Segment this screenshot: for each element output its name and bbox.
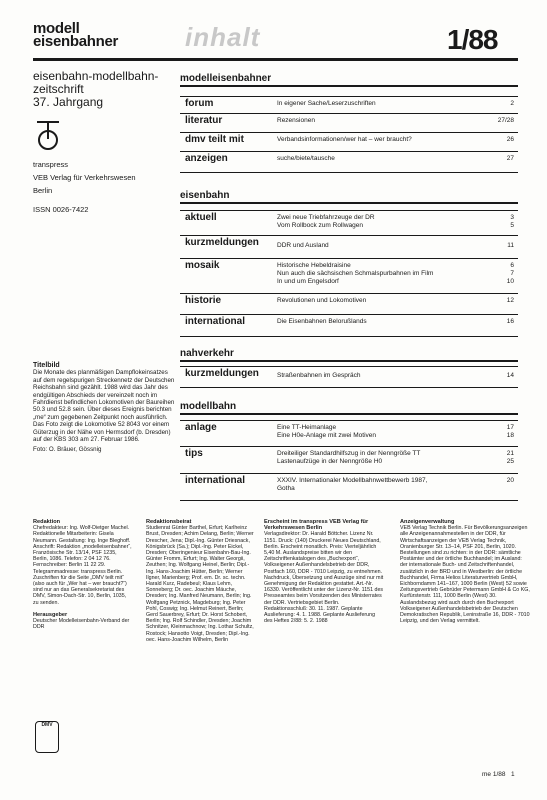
toc-label: forum (185, 98, 214, 109)
toc-page-num: 17 (506, 424, 514, 431)
toc-page-num: 3 (510, 214, 514, 221)
imprint-beirat (146, 519, 254, 643)
toc-row-international[interactable] (180, 314, 518, 337)
header-rule (33, 58, 518, 61)
toc-page: 16 (506, 318, 514, 325)
toc-page: 11 (507, 242, 514, 249)
imprint-heading: Anzeigenverwaltung (400, 519, 455, 525)
toc-label: anlage (185, 422, 217, 433)
toc-description-line: Zwei neue Triebfahrzeuge der DR (277, 214, 375, 221)
toc-description: Die Eisenbahnen Belorußlands (277, 318, 367, 325)
toc-description-line: Gotha (277, 485, 295, 492)
toc-description-line: Lastenaufzüge in der Nenngröße H0 (277, 458, 383, 465)
dmv-logo-icon (35, 721, 59, 753)
toc-page-num: 25 (506, 458, 514, 465)
volume-line: 37. Jahrgang (33, 95, 104, 109)
toc-row-literatur[interactable] (180, 113, 518, 132)
toc-label: tips (185, 448, 203, 459)
imprint-text: Chefredakteur: Ing. Wolf-Dietger Machel. Redaktionelle Mitarbeiterin: Gisela Neumann. Gestaltung: Ing. Inge Bleghoff. Anschrift: Redaktion „modelleisenbahner“, Französische Str. 13/14, PSF 1235, Berlin, 1086. Telefon: 2 04 12 76. Fernschreiber: Berlin 11 22 29. Telegrammadresse: transpress Berlin. Zuschriften für die Seite „DMV teilt mit“ (also auch für „Wer hat – wer braucht?“) sind nur an das Generalsekretariat des DMV, Simon-Dach-Str. 10, Berlin, 1035, zu senden. (33, 525, 132, 606)
transpress-logo-icon (33, 119, 63, 151)
footer-issue: me 1/88 (482, 771, 506, 778)
subtitle-line-1: eisenbahn-modellbahn- (33, 69, 159, 83)
magazine-title (33, 22, 118, 48)
toc-page (507, 450, 514, 466)
toc-label: kurzmeldungen (185, 237, 259, 248)
dmv-logo-text: DMV (41, 722, 53, 728)
toc-description-line: Eine TT-Heimanlage (277, 424, 337, 431)
section-nahverkehr: nahverkehr (180, 348, 518, 362)
page-number: 1 (511, 771, 515, 778)
toc-page-num: 6 (510, 262, 514, 269)
imprint-text: Verlagsdirektor: Dr. Harald Böttcher. Lizenz Nr. 1151. Druck: (140) Druckerei Neues Deutschland, Berlin. Erscheint monatlich. Preis: Vierteljährlich 5,40 M. Auslandspreise bitten wir den Zeitschriftenkatalogen des „Buchexport“, Volkseigener Außenhandelsbetrieb der DDR, Postfach 160, DDR - 7010 Leipzig, zu entnehmen. Nachdruck, Übersetzung und Auszüge sind nur mit Genehmigung der Redaktion gestattet. Art.-Nr. 16330. Veröffentlicht unter der Lizenz-Nr. 1151 des Presseamtes beim Vorsitzenden des Ministerrates der DDR. Vertriebsgebiet Berlin. Redaktionsschluß: 30. 11. 1987. Geplante Auslieferung: 4. 1. 1988. Geplante Auslieferung des Heftes 2/88: 5. 2. 1988 (264, 531, 384, 625)
toc-description: Rezensionen (277, 117, 315, 124)
imprint-text: Studienrat Günter Barthel, Erfurt; Karlheinz Brust, Dresden; Achim Delang, Berlin; Werner Drescher, Jena; Dipl.-Ing. Günter Driesnack, Königsbrück (Sa.); Dipl.-Ing. Peter Eickel, Dresden; Oberingenieur Eisenbahn-Bau-Ing. Günter Fromm, Erfurt; Ing. Walter Georgii, Zeuthen; Ing. Wolfgang Heinel, Berlin; Dipl.-Ing. Hans-Joachim Hütter, Berlin; Werner Ilgner, Marienberg; Prof. em. Dr. sc. techn. Harald Kurz, Radebeul; Klaus Lehm, Sonneberg; Dr. oec. Joachim Mäuche, Dresden; Ing. Manfred Neumann, Berlin; Ing. Wolfgang Petznick, Magdeburg; Ing. Peter Pohl, Coswig; Ing. Helmut Reinert, Berlin; Gerd Sauerbrey, Erfurt; Dr. Horst Schobert, Berlin; Ing. Rolf Schindler, Dresden; Joachim Schnitzer, Kleinmachnow; Ing. Lothar Schultz, Rostock; Hansotto Voigt, Dresden; Dipl.-Ing. oec. Hans-Joachim Wilhelm, Berlin (146, 525, 254, 643)
toc-label: literatur (185, 115, 223, 126)
toc-label: historie (185, 295, 222, 306)
toc-description-line: Vom Rollbock zum Rollwagen (277, 222, 363, 229)
toc-row-kurzmeldungen[interactable] (180, 235, 518, 258)
imprint-text: Deutscher Modelleisenbahn-Verband der DDR (33, 618, 130, 631)
toc-row-aktuell[interactable] (180, 210, 518, 235)
toc-page: 27 (506, 155, 514, 162)
publisher-city: Berlin (33, 186, 53, 195)
toc-label: kurzmeldungen (185, 368, 259, 379)
toc-row-forum[interactable] (180, 96, 518, 114)
imprint-anzeigen (400, 519, 530, 624)
issue-number: 1/88 (447, 24, 498, 55)
toc-label: international (185, 475, 246, 486)
toc-description (277, 262, 487, 286)
toc-row-kurzmeldungen-2[interactable] (180, 366, 518, 388)
imprint-verlag (264, 519, 384, 624)
toc-label: aktuell (185, 212, 217, 223)
imprint-heading: Herausgeber (33, 611, 68, 618)
toc-description (277, 450, 487, 466)
section-eisenbahn: eisenbahn (180, 190, 518, 204)
toc-label: international (185, 316, 246, 327)
subtitle-line-2: zeitschrift (33, 82, 84, 96)
toc-page (507, 262, 514, 286)
publisher-name: transpress (33, 160, 69, 169)
toc-page-num: 5 (510, 222, 514, 229)
publisher-full: VEB Verlag für Verkehrswesen (33, 173, 136, 182)
toc-row-mosaik[interactable] (180, 258, 518, 293)
toc-description: suche/biete/tausche (277, 155, 335, 162)
toc-description: Verbandsinformationen/wer hat – wer braucht? (277, 136, 412, 143)
toc-label: mosaik (185, 260, 220, 271)
cover-caption (33, 362, 175, 454)
imprint-text: VEB Verlag Technik Berlin. Für Bevölkerungsanzeigen alle Anzeigenannahmestellen in der DDR, für Wirtschaftsanzeigen der VEB Verlag Technik, Oranienburger Str. 13–14, PSF 201, Berlin, 1020. Bestellungen sind zu richten: in der DDR: sämtliche Postämter und der örtliche Buchhandel; im Ausland: der internationale Buch- und Zeitschriftenhandel, zusätzlich in der BRD und in Westberlin: der örtliche Buchhandel, Firma Helios Literaturvertrieb GmbH, Eichborndamm 141–167, 1000 Berlin (West) 52 sowie Zeitungsvertrieb Gebrüder Petermann GmbH & Co KG, Kurfürstenstr. 111, 1000 Berlin (West) 30. Auslandsbezug wird auch durch den Buchexport Volkseigener Außenhandelsbetrieb der Deutschen Demokratischen Republik, Leninstraße 16, DDR - 7010 Leipzig, und den Verlag vermittelt. (400, 525, 530, 625)
publication-info (33, 70, 173, 214)
imprint-redaktion (33, 519, 133, 630)
cover-caption-heading: Titelbild (33, 362, 60, 369)
toc-page-num: 7 (510, 270, 514, 277)
toc-page: 2 (510, 100, 514, 107)
toc-label: dmv teilt mit (185, 134, 244, 145)
toc-page-num: 18 (506, 432, 514, 439)
toc-page: 12 (506, 297, 514, 304)
toc-description-line: Dreiteiliger Standardhilfszug in der Nenngröße TT (277, 450, 421, 457)
toc-page (510, 214, 514, 230)
cover-caption-text: Die Monate des planmäßigen Dampflokeinsatzes auf dem regelspurigen Streckennetz der Deutschen Reichsbahn sind gezählt. 1988 wird das Jahr des endgültigen Abschieds der vereinzelt noch im Fahrdienst befindlichen Lokomotiven der Baureihen 50.3 und 52.8 sein. Über dieses Ereignis berichten „me“ zum gegebenen Zeitpunkt noch ausführlich. Das Foto zeigt die Lokomotive 52 8043 vor einem Güterzug in der Nähe von Hermsdorf (b. Dresden) auf der KBS 303 am 27. Februar 1986. (33, 369, 175, 444)
brand-line-1: modell (33, 20, 80, 37)
toc-description: In eigener Sache/Leserzuschriften (277, 100, 376, 107)
toc-row-international-2[interactable] (180, 473, 518, 501)
toc-description-line: In und um Engelsdorf (277, 278, 339, 285)
toc-page-num: 21 (506, 450, 514, 457)
section-modelleisenbahner: modelleisenbahner (180, 73, 518, 87)
toc-description: Straßenbahnen im Gespräch (277, 372, 361, 379)
toc-page: 26 (506, 136, 514, 143)
toc-description-line: Historische Hebeldraisine (277, 262, 351, 269)
imprint-heading: Redaktionsbeirat (146, 519, 192, 525)
toc-description-line: Nun auch die sächsischen Schmalspurbahnen im Film (277, 270, 434, 277)
toc-row-tips[interactable] (180, 446, 518, 473)
toc-description (277, 214, 487, 230)
section-modellbahn: modellbahn (180, 401, 518, 415)
toc-description: Revolutionen und Lokomotiven (277, 297, 367, 304)
toc-description-line: XXXIV. Internationaler Modellbahnwettbewerb 1987, (277, 477, 428, 484)
cover-photo-credit: Foto: O. Bräuer, Gössnig (33, 446, 102, 454)
toc-description (277, 477, 487, 493)
toc-page: 27/28 (497, 117, 514, 124)
toc-page (507, 424, 514, 440)
toc-row-historie[interactable] (180, 293, 518, 314)
toc-row-anlage[interactable] (180, 420, 518, 446)
toc-label: anzeigen (185, 153, 228, 164)
toc-description: DDR und Ausland (277, 242, 329, 249)
issn: ISSN 0026-7422 (33, 205, 89, 214)
toc-row-anzeigen[interactable] (180, 151, 518, 173)
imprint-heading: Redaktion (33, 519, 61, 525)
toc-page: 14 (506, 372, 514, 379)
imprint-heading: Erscheint im transpress VEB Verlag für Verkehrswesen Berlin (264, 519, 369, 532)
toc-description-line: Eine H0e-Anlage mit zwei Motiven (277, 432, 376, 439)
toc-page-num: 10 (506, 278, 514, 285)
toc-row-dmv[interactable] (180, 132, 518, 151)
toc-description (277, 424, 487, 440)
brand-line-2: eisenbahner (33, 33, 119, 50)
toc-page: 20 (506, 477, 514, 484)
contents-heading: inhalt (185, 22, 261, 52)
